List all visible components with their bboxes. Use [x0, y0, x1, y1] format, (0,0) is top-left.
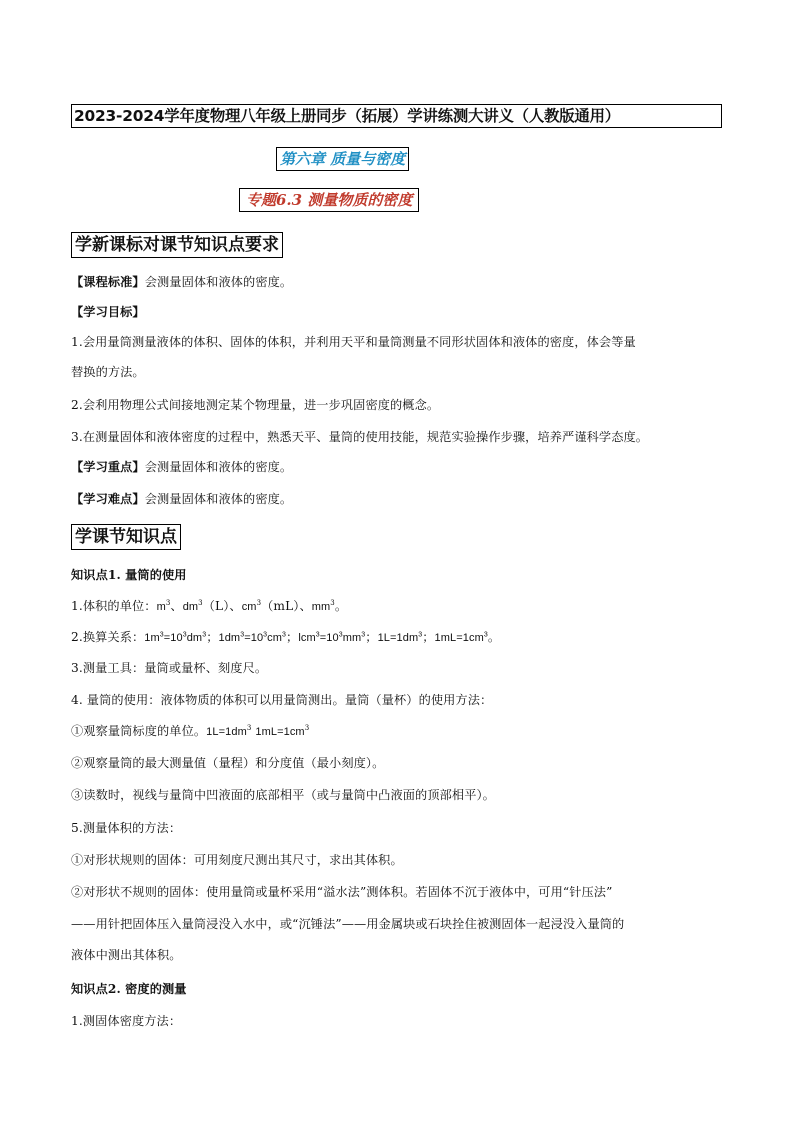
difficulty-line [71, 491, 723, 508]
t: mm [342, 632, 362, 644]
conv-5 [435, 632, 488, 644]
conv-2 [219, 632, 287, 644]
t: 1dm [218, 632, 241, 644]
usage-step3: ③读数时，视线与量筒中凹液面的底部相平（或与量筒中凸液面的顶部相平）。 [71, 788, 495, 802]
knowledge-point2-title: 知识点2. 密度的测量 [71, 982, 187, 996]
usage-step1-text: ①观察量筒标度的单位。 [71, 724, 207, 738]
sep: 、 [170, 599, 183, 613]
difficulty-text: 会测量固体和液体的密度。 [144, 492, 293, 506]
usage-step2: ②观察量筒的最大测量值（量程）和分度值（最小刻度）。 [71, 756, 385, 770]
end: 。 [487, 630, 501, 644]
sep: 、 [299, 599, 312, 613]
sup: 3 [246, 723, 252, 732]
t: 1L=1dm [377, 632, 419, 644]
sup: 3 [263, 631, 268, 639]
t: lcm [298, 632, 316, 644]
unit-mm: mm [311, 601, 331, 613]
goal2: 2.会利用物理公式间接地测定某个物理量，进一步巩固密度的概念。 [71, 398, 440, 412]
volume-method-2-line3: 液体中测出其体积。 [71, 948, 182, 962]
unit-dm: dm [182, 601, 199, 613]
learning-goals-label: 【学习目标】 [71, 305, 145, 319]
cylinder-usage: 4. 量筒的使用：液体物质的体积可以用量筒测出。量筒（量杯）的使用方法： [71, 693, 493, 707]
sep: ； [422, 630, 435, 644]
sep: ； [365, 630, 378, 644]
sup: 3 [330, 598, 335, 607]
conv-1 [144, 632, 206, 644]
sup: 3 [202, 631, 207, 639]
sup: 3 [483, 631, 488, 639]
end: 。 [334, 599, 348, 613]
goal1-line2: 替换的方法。 [71, 365, 145, 379]
unit-cm: cm [241, 601, 257, 613]
sup: 3 [361, 631, 366, 639]
t: cm [267, 632, 283, 644]
sep: ； [286, 630, 299, 644]
unit-l: （L） [202, 599, 230, 613]
main-title: 2023-2024学年度物理八年级上册同步（拓展）学讲练测大讲义（人教版通用） [71, 104, 722, 128]
key-point-text: 会测量固体和液体的密度。 [144, 460, 293, 474]
sup: 3 [159, 631, 164, 639]
topic-title: 专题6.3 测量物质的密度 [239, 188, 419, 212]
sup: 3 [304, 723, 310, 732]
usage-step1 [71, 723, 723, 741]
sup: 3 [418, 631, 423, 639]
sup: 3 [256, 598, 262, 607]
unit-m: m [156, 601, 166, 613]
sep: ； [206, 630, 219, 644]
volume-units-prefix: 1.体积的单位： [71, 599, 157, 613]
difficulty-label: 【学习难点】 [71, 492, 145, 506]
volume-method-title: 5.测量体积的方法： [71, 821, 182, 835]
conversion-line [71, 629, 723, 647]
sup: 3 [240, 631, 245, 639]
usage-step1-unit-a: 1L=1dm [206, 726, 247, 738]
key-point-label: 【学习重点】 [71, 460, 145, 474]
goal3: 3.在测量固体和液体密度的过程中，熟悉天平、量筒的使用技能，规范实验操作步骤，培养严谨科学态度。 [71, 430, 649, 444]
knowledge-point1-title: 知识点1. 量筒的使用 [71, 568, 187, 582]
conv-3 [298, 632, 365, 644]
sep: 、 [229, 599, 242, 613]
solid-density-method: 1.测固体密度方法： [71, 1014, 182, 1028]
volume-method-2-line1: ②对形状不规则的固体：使用量筒或量杯采用“溢水法”测体积。若固体不沉于液体中，可用“针压法” [71, 885, 613, 899]
conv-4 [378, 632, 423, 644]
section2-heading: 学课节知识点 [71, 524, 181, 550]
course-standard-label: 【课程标准】 [71, 275, 145, 289]
sup: 3 [198, 598, 203, 607]
t: 1mL=1cm [434, 632, 484, 644]
t: 1m [144, 632, 160, 644]
sup: 3 [338, 631, 343, 639]
volume-units-line [71, 598, 723, 616]
t: =10 [163, 632, 183, 644]
key-point-line [71, 459, 723, 476]
sup: 3 [165, 598, 171, 607]
sup: 3 [282, 631, 287, 639]
usage-step1-unit-b: 1mL=1cm [255, 726, 305, 738]
sup: 3 [315, 631, 320, 639]
t: dm [186, 632, 203, 644]
course-standard-text: 会测量固体和液体的密度。 [144, 275, 293, 289]
volume-method-1: ①对形状规则的固体：可用刻度尺测出其尺寸，求出其体积。 [71, 853, 403, 867]
course-standard-line [71, 274, 723, 291]
unit-ml: （mL） [261, 599, 300, 613]
t: =10 [244, 632, 264, 644]
t: =10 [319, 632, 339, 644]
measuring-tools: 3.测量工具：量筒或量杯、刻度尺。 [71, 661, 268, 675]
volume-method-2-line2: ——用针把固体压入量筒浸没入水中，或“沉锤法”——用金属块或石块拴住被测固体一起浸没入量筒的 [71, 917, 625, 931]
conversion-prefix: 2.换算关系： [71, 630, 145, 644]
goal1-line1: 1.会用量筒测量液体的体积、固体的体积，并利用天平和量筒测量不同形状固体和液体的密度，体会等量 [71, 335, 636, 349]
chapter-title: 第六章 质量与密度 [276, 147, 409, 171]
section1-heading: 学新课标对课节知识点要求 [71, 232, 283, 258]
sup: 3 [182, 631, 187, 639]
